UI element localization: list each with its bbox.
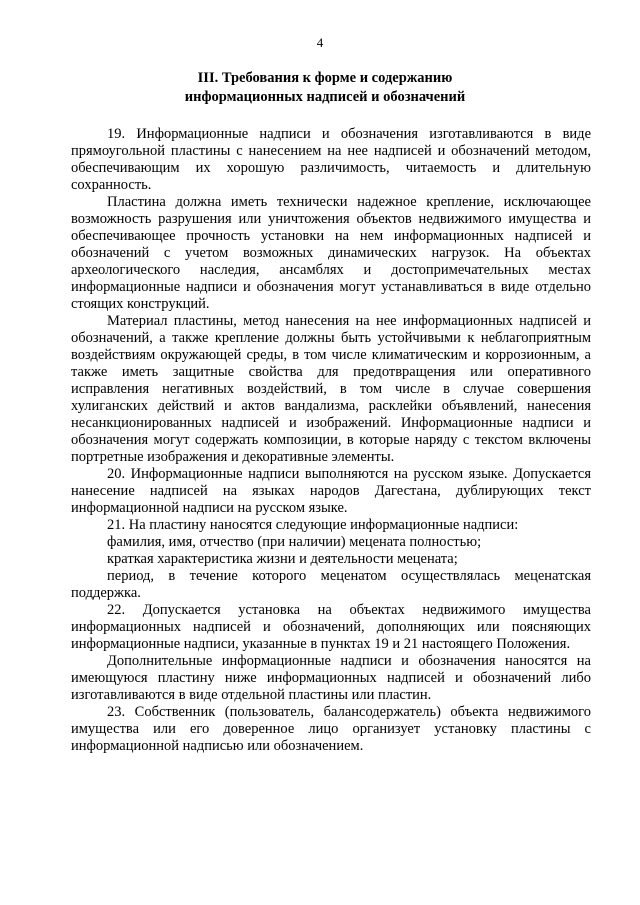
section-heading-line-1: III. Требования к форме и содержанию [197,70,453,86]
paragraph-additional-inscriptions: Дополнительные информационные надписи и обозначения наносятся на имеющуюся пластину ниже информационных надписей и обозначений либо изготавливаются в виде отдельной пластины или пластин. [71,653,591,703]
paragraph-19: 19. Информационные надписи и обозначения изготавливаются в виде прямоугольной пластины с нанесением на нее надписей и обозначений методом, обеспечивающим их хорошую различимость, читаемость и длительную сохранность. [71,126,591,193]
page-number: 4 [316,35,324,50]
list-item-biography: краткая характеристика жизни и деятельности мецената; [107,551,458,567]
body-text [71,126,591,755]
paragraph-plate-mounting: Пластина должна иметь технически надежное крепление, исключающее возможность разрушения или уничтожения объектов недвижимого имущества и обеспечивающее прочность установки на нем информационных надписей и обозначений с учетом возможных динамических нагрузок. На объектах археологического наследия, ансамблях и достопримечательных местах информационные надписи и обозначения могут устанавливаться в виде отдельно стоящих конструкций. [71,194,591,312]
paragraph-22: 22. Допускается установка на объектах недвижимого имущества информационных надписей и обозначений, дополняющих или поясняющих информационные надписи, указанные в пунктах 19 и 21 настоящего Положения. [71,602,591,652]
paragraph-20: 20. Информационные надписи выполняются на русском языке. Допускается нанесение надписей на языках народов Дагестана, дублирующих текст информационной надписи на русском языке. [71,466,591,516]
paragraph-23: 23. Собственник (пользователь, балансодержатель) объекта недвижимого имущества или его доверенное лицо организует установку пластины с информационной надписью или обозначением. [71,704,591,754]
list-item-period: период, в течение которого меценатом осуществлялась меценатская поддержка. [71,568,591,601]
section-heading-line-2: информационных надписей и обозначений [184,89,466,105]
paragraph-21: 21. На пластину наносятся следующие информационные надписи: [107,517,519,533]
list-item-name: фамилия, имя, отчество (при наличии) мецената полностью; [107,534,482,550]
section-heading [60,69,590,107]
paragraph-plate-material: Материал пластины, метод нанесения на нее информационных надписей и обозначений, а также крепление должны быть устойчивыми к неблагоприятным воздействиям окружающей среды, в том числе климатическим и коррозионным, а также иметь защитные свойства для предотвращения или оперативного исправления негативных воздействий, в том числе в случае совершения хулиганских действий и актов вандализма, расклейки объявлений, нанесения несанкционированных надписей и изображений. Информационные надписи и обозначения могут содержать композиции, в которые наряду с текстом включены портретные изображения и декоративные элементы. [71,313,591,465]
